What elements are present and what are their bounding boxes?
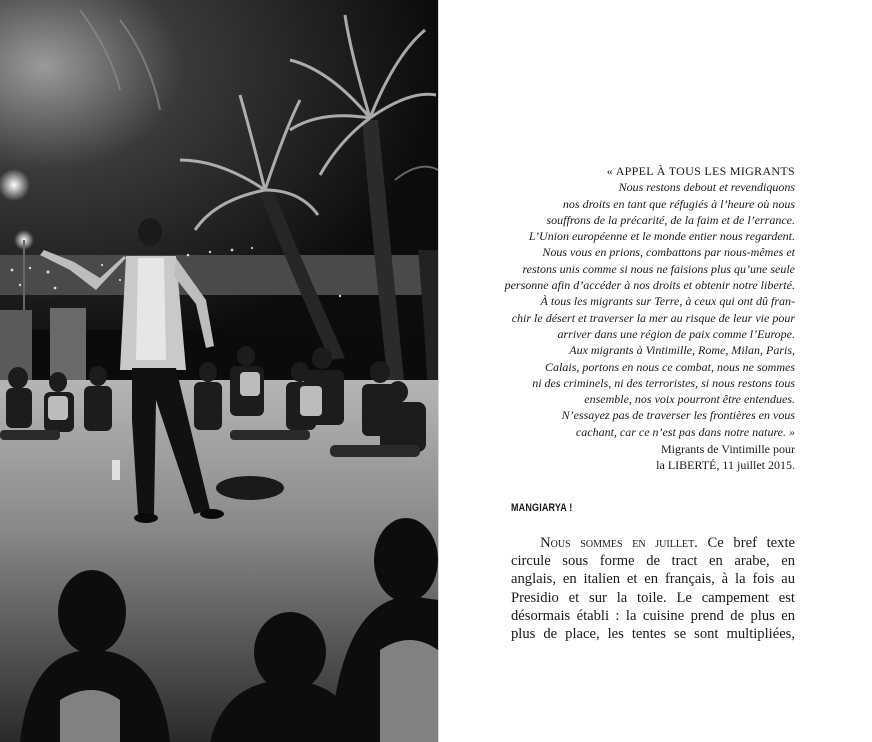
appeal-line: Nous vous en prions, combattons par nous-mêmes et <box>542 245 795 260</box>
signature-line-1: Migrants de Vintimille pour <box>660 442 795 457</box>
text-page <box>438 0 872 742</box>
section-title: MANGIARYA ! <box>511 502 573 514</box>
appeal-body <box>455 179 795 440</box>
body-line: anglais, en italien et en français, à la fois au <box>511 571 795 588</box>
appeal-signature <box>455 441 795 474</box>
signature-line-2: la LIBERTÉ, 11 juillet 2015. <box>656 458 795 473</box>
lead-in-smallcaps: Nous sommes en juillet. <box>540 535 698 551</box>
body-line: désormais établi : la cuisine prend de plus en <box>511 607 795 624</box>
appeal-line: ensemble, nos voix pourront être entendues. <box>584 392 795 407</box>
appeal-line: N’essayez pas de traverser les frontières en vous <box>561 408 795 423</box>
appeal-line: arriver dans une région de paix comme l’Europe. <box>557 326 795 341</box>
appeal-line: personne afin d’accéder à nos droits et obtenir notre liberté. <box>504 278 795 293</box>
body-line: circule sous forme de tract en arabe, en <box>511 553 795 570</box>
body-line: Presidio et sur la toile. Le campement est <box>511 589 795 606</box>
body-line: plus de place, les tentes se sont multipliées, <box>511 626 795 643</box>
appeal-line: cachant, car ce n’est pas dans notre nature. » <box>575 424 795 439</box>
appeal-line: Nous restons debout et revendiquons <box>618 180 795 195</box>
appeal-line: Calais, portons en nous ce combat, nous ne sommes <box>545 359 795 374</box>
appeal-line: restons unis comme si nous ne faisions plus qu’une seule <box>522 261 795 276</box>
appeal-line: L’Union européenne et le monde entier nous regardent. <box>528 229 795 244</box>
appeal-line: chir le désert et traverser la mer au risque de leur vie pour <box>511 310 795 325</box>
appeal-title: « APPEL À TOUS LES MIGRANTS <box>606 164 795 178</box>
body-line <box>511 534 795 552</box>
appeal-quote <box>455 163 795 474</box>
body-line-1-rest: Ce bref texte <box>697 535 795 551</box>
body-paragraph <box>511 534 795 643</box>
appeal-line: ni des criminels, ni des terroristes, si nous restons tous <box>532 375 795 390</box>
appeal-line: À tous les migrants sur Terre, à ceux qui ont dû fran- <box>540 294 795 309</box>
appeal-line: Aux migrants à Vintimille, Rome, Milan, Paris, <box>569 343 795 358</box>
appeal-line: souffrons de la précarité, de la faim et de l’errance. <box>546 212 795 227</box>
appeal-line: nos droits en tant que réfugiés à l’heure où nous <box>562 196 795 211</box>
